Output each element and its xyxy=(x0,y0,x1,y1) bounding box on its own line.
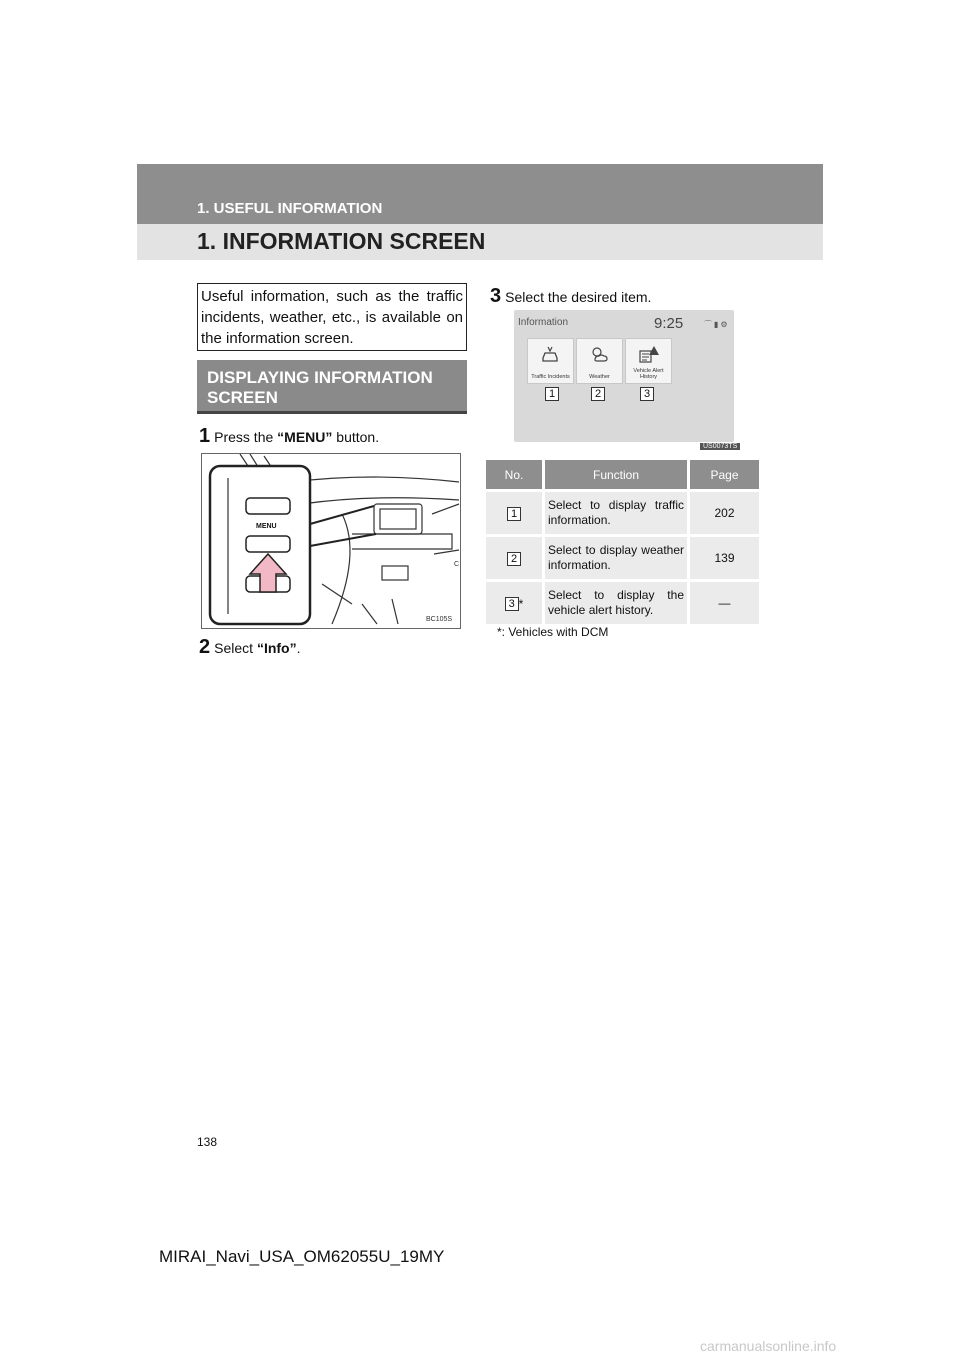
step-number: 3 xyxy=(490,285,502,307)
watermark: carmanualsonline.info xyxy=(700,1338,837,1354)
figure-code: BC105S xyxy=(426,616,453,623)
step-1: 1 Press the “MENU” button. xyxy=(199,425,380,447)
svg-text:C: C xyxy=(454,561,460,568)
tile-weather[interactable]: Weather xyxy=(576,338,623,384)
callout-2: 2 xyxy=(591,387,605,401)
row-function: Select to display weather information. xyxy=(544,536,689,581)
step-number: 1 xyxy=(199,425,211,447)
callout-3: 3 xyxy=(640,387,654,401)
menu-label: MENU xyxy=(256,523,277,530)
table-row xyxy=(486,581,759,625)
tile-traffic-incidents[interactable]: Traffic Incidents xyxy=(527,338,574,384)
page-title: 1. INFORMATION SCREEN xyxy=(197,228,486,254)
screen-clock: 9:25 xyxy=(654,315,684,332)
callout-1: 1 xyxy=(545,387,559,401)
row-page: 202 xyxy=(689,491,760,536)
row-page: — xyxy=(689,581,760,625)
function-table xyxy=(486,460,759,624)
row-number: 1 xyxy=(486,491,544,536)
table-header-row xyxy=(486,460,759,491)
intro-box: Useful information, such as the traffic incidents, weather, etc., is available on the information screen. xyxy=(197,283,467,351)
footnote: *: Vehicles with DCM xyxy=(497,625,609,639)
header-no: No. xyxy=(486,460,544,491)
step-2: 2 Select “Info”. xyxy=(199,636,301,658)
row-page: 139 xyxy=(689,536,760,581)
information-screen-illustration xyxy=(514,310,734,442)
subheading: DISPLAYING INFORMATION SCREEN xyxy=(197,360,467,414)
document-id: MIRAI_Navi_USA_OM62055U_19MY xyxy=(159,1247,445,1266)
screen-title: Information xyxy=(518,317,569,328)
alert-history-icon xyxy=(638,345,660,365)
step-number: 2 xyxy=(199,636,211,658)
status-icons: ⌒▮⚙ xyxy=(704,320,730,329)
tile-vehicle-alert-history[interactable]: Vehicle Alert History xyxy=(625,338,672,384)
row-function: Select to display the vehicle alert history. xyxy=(544,581,689,625)
section-heading: 1. USEFUL INFORMATION xyxy=(197,200,383,217)
dashboard-illustration xyxy=(202,454,460,628)
row-number: 2 xyxy=(486,536,544,581)
step-3: 3 Select the desired item. xyxy=(490,285,652,307)
row-function: Select to display traffic information. xyxy=(544,491,689,536)
car-incident-icon xyxy=(540,345,560,365)
header-page: Page xyxy=(689,460,760,491)
menu-button-illustration xyxy=(201,453,461,629)
weather-icon xyxy=(589,345,609,365)
row-number: 3 * xyxy=(486,581,544,625)
header-function: Function xyxy=(544,460,689,491)
table-row xyxy=(486,536,759,581)
table-row xyxy=(486,491,759,536)
figure-code: US0073TS xyxy=(700,443,740,450)
page-number: 138 xyxy=(197,1135,218,1149)
